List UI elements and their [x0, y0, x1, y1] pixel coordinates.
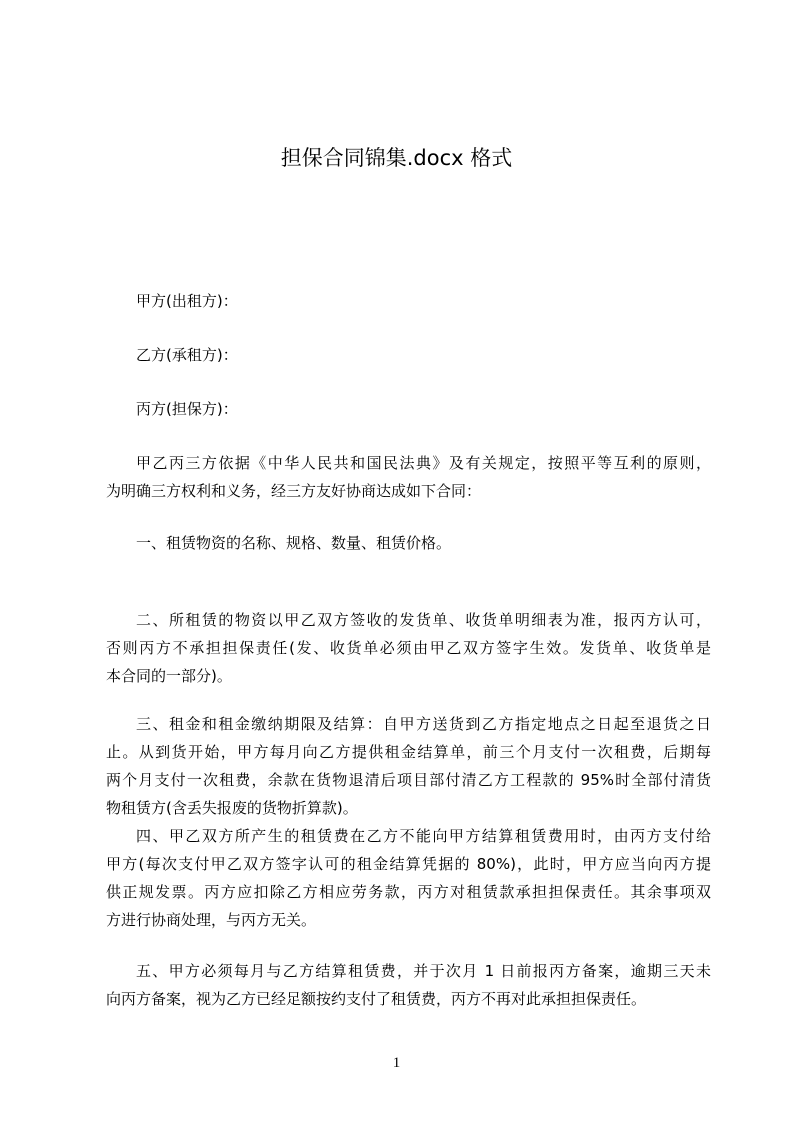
paragraph [106, 287, 711, 315]
paragraph-line: 四、甲乙双方所产生的租赁费在乙方不能向甲方结算租赁费用时，由丙方支付给 [136, 827, 711, 845]
paragraph-line: 否则丙方不承担担保责任(发、收货单必须由甲乙双方签字生效。发货单、收货单是 [106, 639, 711, 657]
paragraph-line: 向丙方备案，视为乙方已经足额按约支付了租赁费，丙方不再对此承担担保责任。 [106, 990, 647, 1008]
paragraph-line: 丙方(担保方)： [136, 400, 238, 418]
paragraph-line: 止。从到货开始，甲方每月向乙方提供租金结算单，前三个月支付一次租费，后期每 [106, 743, 711, 761]
paragraph [106, 395, 711, 423]
paragraph-line: 物租赁方(含丢失报废的货物折算款)。 [106, 799, 358, 817]
paragraph-line: 甲方(每次支付甲乙双方签字认可的租金结算凭据的 80%)，此时，甲方应当向丙方提 [106, 855, 711, 873]
page-number: 1 [392, 1055, 401, 1071]
paragraph-line: 两个月支付一次租费，余款在货物退清后项目部付清乙方工程款的 95%时全部付清货 [106, 771, 711, 789]
paragraph [106, 957, 711, 1013]
paragraph-line: 为明确三方权利和义务，经三方友好协商达成如下合同： [106, 482, 482, 500]
paragraph-line: 二、所租赁的物资以甲乙双方签收的发货单、收货单明细表为准，报丙方认可， [136, 611, 711, 629]
paragraph [106, 710, 711, 822]
paragraph-line: 五、甲方必须每月与乙方结算租赁费，并于次月 1 日前报丙方备案，逾期三天未 [136, 962, 711, 980]
paragraph-line: 乙方(承租方)： [136, 346, 238, 364]
paragraph-line: 供正规发票。丙方应扣除乙方相应劳务款，丙方对租赁款承担担保责任。其余事项双 [106, 883, 711, 901]
paragraph [106, 341, 711, 369]
document-title: 担保合同锦集.docx 格式 [280, 146, 513, 170]
paragraph-line: 本合同的一部分)。 [106, 667, 232, 685]
paragraph [106, 822, 711, 934]
paragraph-line: 甲乙丙三方依据《中华人民共和国民法典》及有关规定，按照平等互利的原则， [136, 454, 711, 472]
paragraph [106, 529, 711, 557]
paragraph-line: 甲方(出租方)： [136, 292, 238, 310]
paragraph-line: 三、租金和租金缴纳期限及结算：自甲方送货到乙方指定地点之日起至退货之日 [136, 715, 711, 733]
paragraph-line: 一、租赁物资的名称、规格、数量、租赁价格。 [136, 534, 452, 552]
paragraph-line: 方进行协商处理，与丙方无关。 [106, 911, 317, 929]
paragraph [106, 606, 711, 690]
paragraph [106, 449, 711, 505]
